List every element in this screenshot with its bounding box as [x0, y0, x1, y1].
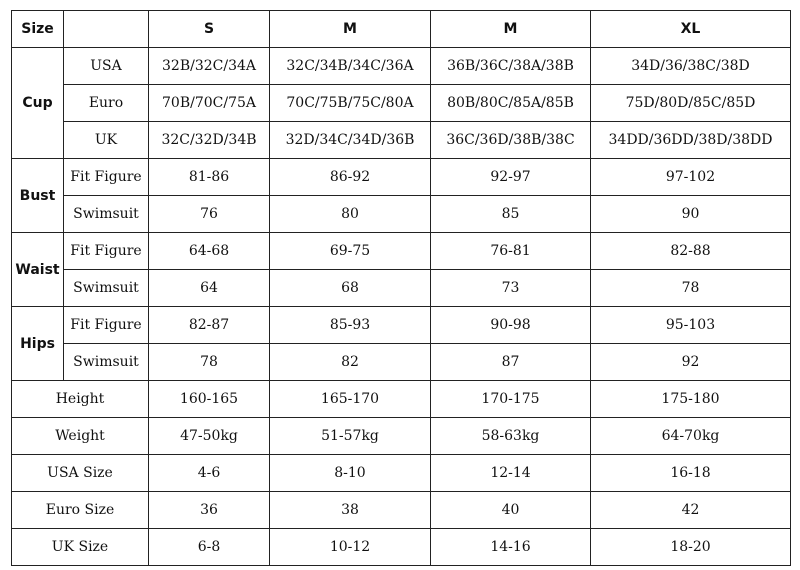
row-label: UK Size	[12, 529, 149, 566]
table-cell: 170-175	[431, 381, 591, 418]
row-label: Euro	[64, 85, 149, 122]
table-cell: 70B/70C/75A	[149, 85, 270, 122]
row-label: Euro Size	[12, 492, 149, 529]
row-label: Fit Figure	[64, 307, 149, 344]
cup-group-label: Cup	[12, 48, 64, 159]
table-cell: 80B/80C/85A/85B	[431, 85, 591, 122]
table-cell: 32B/32C/34A	[149, 48, 270, 85]
table-cell: 92	[591, 344, 791, 381]
table-cell: 82	[270, 344, 431, 381]
table-cell: 78	[591, 270, 791, 307]
table-cell: 97-102	[591, 159, 791, 196]
table-cell: 36	[149, 492, 270, 529]
table-cell: 16-18	[591, 455, 791, 492]
table-cell: 64	[149, 270, 270, 307]
table-cell: 165-170	[270, 381, 431, 418]
table-cell: 32D/34C/34D/36B	[270, 122, 431, 159]
table-cell: 80	[270, 196, 431, 233]
row-label: Swimsuit	[64, 196, 149, 233]
table-cell: 68	[270, 270, 431, 307]
table-cell: 32C/32D/34B	[149, 122, 270, 159]
size-chart-table	[11, 10, 791, 566]
table-cell: 14-16	[431, 529, 591, 566]
table-cell: 47-50kg	[149, 418, 270, 455]
table-row	[12, 85, 791, 122]
table-cell: 38	[270, 492, 431, 529]
table-cell: 36C/36D/38B/38C	[431, 122, 591, 159]
table-cell: 78	[149, 344, 270, 381]
table-cell: 34DD/36DD/38D/38DD	[591, 122, 791, 159]
table-cell: 18-20	[591, 529, 791, 566]
table-cell: 76	[149, 196, 270, 233]
table-cell: 175-180	[591, 381, 791, 418]
table-row	[12, 48, 791, 85]
table-cell: 40	[431, 492, 591, 529]
table-cell: 81-86	[149, 159, 270, 196]
waist-group-label: Waist	[12, 233, 64, 307]
row-label: Height	[12, 381, 149, 418]
table-cell: 75D/80D/85C/85D	[591, 85, 791, 122]
table-cell: 95-103	[591, 307, 791, 344]
size-header: S	[149, 11, 270, 48]
row-label: Weight	[12, 418, 149, 455]
table-cell: 64-70kg	[591, 418, 791, 455]
bust-group-label: Bust	[12, 159, 64, 233]
table-row	[12, 529, 791, 566]
table-cell: 4-6	[149, 455, 270, 492]
table-cell: 51-57kg	[270, 418, 431, 455]
table-row	[12, 455, 791, 492]
table-cell: 90	[591, 196, 791, 233]
table-row	[12, 418, 791, 455]
table-cell: 10-12	[270, 529, 431, 566]
table-cell: 85-93	[270, 307, 431, 344]
table-cell: 73	[431, 270, 591, 307]
table-cell: 85	[431, 196, 591, 233]
table-cell: 58-63kg	[431, 418, 591, 455]
table-row	[12, 492, 791, 529]
table-row	[12, 344, 791, 381]
table-cell: 92-97	[431, 159, 591, 196]
size-header: M	[431, 11, 591, 48]
size-header: XL	[591, 11, 791, 48]
row-label: Swimsuit	[64, 344, 149, 381]
table-cell: 86-92	[270, 159, 431, 196]
table-row	[12, 196, 791, 233]
row-label: Fit Figure	[64, 159, 149, 196]
table-row	[12, 233, 791, 270]
table-cell: 8-10	[270, 455, 431, 492]
empty-header-cell	[64, 11, 149, 48]
table-row	[12, 122, 791, 159]
table-cell: 32C/34B/34C/36A	[270, 48, 431, 85]
table-cell: 69-75	[270, 233, 431, 270]
table-cell: 36B/36C/38A/38B	[431, 48, 591, 85]
size-corner-header: Size	[12, 11, 64, 48]
size-header: M	[270, 11, 431, 48]
table-cell: 6-8	[149, 529, 270, 566]
table-cell: 70C/75B/75C/80A	[270, 85, 431, 122]
table-row	[12, 307, 791, 344]
table-cell: 160-165	[149, 381, 270, 418]
hips-group-label: Hips	[12, 307, 64, 381]
table-cell: 90-98	[431, 307, 591, 344]
table-cell: 76-81	[431, 233, 591, 270]
table-cell: 82-87	[149, 307, 270, 344]
table-cell: 64-68	[149, 233, 270, 270]
table-cell: 42	[591, 492, 791, 529]
header-row	[12, 11, 791, 48]
row-label: USA	[64, 48, 149, 85]
row-label: UK	[64, 122, 149, 159]
table-row	[12, 381, 791, 418]
table-cell: 87	[431, 344, 591, 381]
row-label: USA Size	[12, 455, 149, 492]
table-row	[12, 270, 791, 307]
table-row	[12, 159, 791, 196]
table-cell: 12-14	[431, 455, 591, 492]
table-cell: 34D/36/38C/38D	[591, 48, 791, 85]
row-label: Swimsuit	[64, 270, 149, 307]
table-cell: 82-88	[591, 233, 791, 270]
row-label: Fit Figure	[64, 233, 149, 270]
